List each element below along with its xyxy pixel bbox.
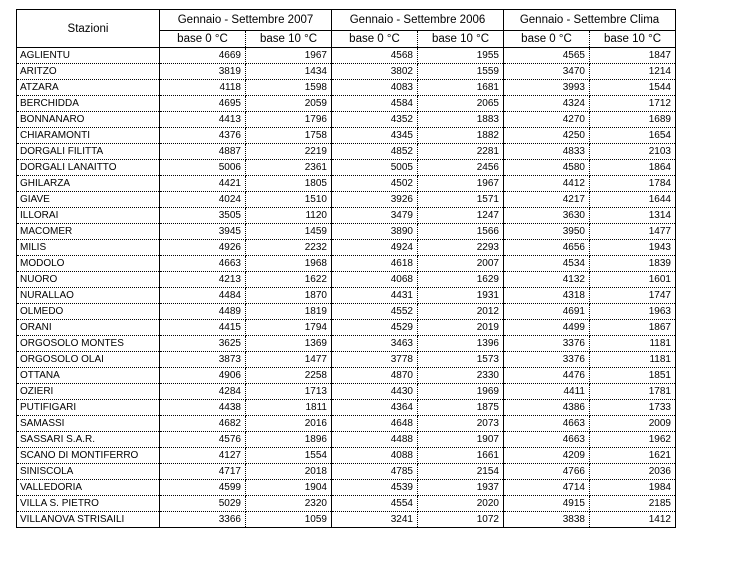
table-row	[17, 272, 676, 288]
value-2007-base10: 1896	[246, 432, 332, 448]
table-row	[17, 400, 676, 416]
value-2007-base0: 4906	[160, 368, 246, 384]
value-clima-base10: 1412	[648, 514, 671, 525]
station-name: OTTANA	[17, 368, 160, 384]
value-2007-base0: 4118	[160, 80, 246, 96]
value-clima-base10: 1181	[590, 352, 676, 368]
value-clima-base10: 1477	[590, 224, 676, 240]
value-2006-base0: 3890	[332, 224, 418, 240]
value-2007-base10: 1554	[246, 448, 332, 464]
value-clima-base0: 4766	[504, 464, 590, 480]
value-2007-base0: 4421	[160, 176, 246, 192]
table-row	[17, 320, 676, 336]
value-clima-base0: 4132	[504, 272, 590, 288]
table-row	[17, 256, 676, 272]
value-2006-base10: 1072	[418, 512, 504, 528]
station-name: OZIERI	[17, 384, 160, 400]
value-clima-base10: 1654	[590, 128, 676, 144]
value-2006-base10: 1681	[418, 80, 504, 96]
table-row	[17, 512, 676, 528]
value-clima-base0: 4324	[504, 96, 590, 112]
table-row	[17, 416, 676, 432]
value-2007-base0: 4127	[160, 448, 246, 464]
value-clima-base0: 4499	[504, 320, 590, 336]
station-name: ATZARA	[17, 80, 160, 96]
subheader-2006-base10: base 10 °C	[418, 31, 504, 48]
table-row	[17, 208, 676, 224]
value-2007-base10: 2219	[246, 144, 332, 160]
value-2006-base0: 4529	[332, 320, 418, 336]
station-column-header: Stazioni	[17, 10, 160, 48]
table-row	[17, 448, 676, 464]
value-2006-base0: 4924	[332, 240, 418, 256]
value-clima-base0: 4318	[504, 288, 590, 304]
value-2006-base10: 2456	[418, 160, 504, 176]
value-2007-base0: 4576	[160, 432, 246, 448]
value-2007-base10: 1870	[246, 288, 332, 304]
value-2007-base10: 1794	[246, 320, 332, 336]
subheader-2006-base0: base 0 °C	[332, 31, 418, 48]
table-row	[17, 192, 676, 208]
station-name: AGLIENTU	[17, 48, 160, 64]
value-2006-base10: 1907	[418, 432, 504, 448]
table-row	[17, 384, 676, 400]
table-row	[17, 304, 676, 320]
value-2007-base0: 4413	[160, 112, 246, 128]
value-clima-base10: 1733	[590, 400, 676, 416]
value-clima-base10: 2185	[590, 496, 676, 512]
value-2007-base0: 4695	[160, 96, 246, 112]
value-clima-base0: 3376	[504, 336, 590, 352]
value-2007-base0: 4284	[160, 384, 246, 400]
value-2006-base10: 1247	[418, 208, 504, 224]
table-row	[17, 96, 676, 112]
value-clima-base0: 3470	[504, 64, 590, 80]
value-clima-base0: 3993	[504, 80, 590, 96]
value-clima-base0: 3838	[504, 512, 590, 528]
value-2007-base10: 2320	[246, 496, 332, 512]
station-name: NUORO	[17, 272, 160, 288]
station-name: NURALLAO	[17, 288, 160, 304]
table-row	[17, 128, 676, 144]
value-2007-base0: 4663	[160, 256, 246, 272]
value-2007-base10: 2361	[246, 160, 332, 176]
value-clima-base10: 1839	[590, 256, 676, 272]
value-2006-base0: 4852	[332, 144, 418, 160]
value-clima-base10: 1181	[590, 336, 676, 352]
value-2006-base10: 1937	[418, 480, 504, 496]
value-2006-base0: 3926	[332, 192, 418, 208]
station-name: ILLORAI	[17, 208, 160, 224]
value-2006-base10: 1559	[418, 64, 504, 80]
value-clima-base0: 4412	[504, 176, 590, 192]
value-clima-base0: 3630	[504, 208, 590, 224]
value-clima-base10: 1621	[590, 448, 676, 464]
table-row	[17, 224, 676, 240]
table-row	[17, 64, 676, 80]
table-body	[17, 48, 676, 528]
value-2006-base0: 4552	[332, 304, 418, 320]
table-row	[17, 80, 676, 96]
value-2006-base0: 4431	[332, 288, 418, 304]
value-clima-base0: 4714	[504, 480, 590, 496]
value-2007-base10: 2232	[246, 240, 332, 256]
group-header-2007: Gennaio - Settembre 2007	[160, 10, 332, 31]
value-2006-base0: 4618	[332, 256, 418, 272]
value-2007-base0: 4376	[160, 128, 246, 144]
value-clima-base10: 1644	[590, 192, 676, 208]
value-2006-base10: 1571	[418, 192, 504, 208]
value-clima-base10: 1689	[590, 112, 676, 128]
value-2006-base0: 3802	[332, 64, 418, 80]
value-2006-base10: 1883	[418, 112, 504, 128]
value-2006-base10: 2019	[418, 320, 504, 336]
value-clima-base0: 4270	[504, 112, 590, 128]
value-clima-base0: 4565	[504, 48, 590, 64]
value-2006-base10: 1882	[418, 128, 504, 144]
station-name: SASSARI S.A.R.	[17, 432, 160, 448]
station-name: GHILARZA	[17, 176, 160, 192]
value-2007-base0: 4415	[160, 320, 246, 336]
value-clima-base0: 3950	[504, 224, 590, 240]
value-2007-base10: 1967	[246, 48, 332, 64]
value-clima-base0: 3376	[504, 352, 590, 368]
table-row	[17, 176, 676, 192]
value-2007-base0: 5006	[160, 160, 246, 176]
value-2006-base10: 1661	[418, 448, 504, 464]
value-2006-base10: 2293	[418, 240, 504, 256]
value-2007-base0: 3819	[160, 64, 246, 80]
value-2006-base0: 4430	[332, 384, 418, 400]
station-name: ORGOSOLO MONTES	[17, 336, 160, 352]
value-clima-base10: 1781	[590, 384, 676, 400]
value-2006-base0: 4502	[332, 176, 418, 192]
value-2007-base0: 5029	[160, 496, 246, 512]
value-clima-base10: 1747	[590, 288, 676, 304]
station-name: ARITZO	[17, 64, 160, 80]
value-2006-base10: 1573	[418, 352, 504, 368]
table-row	[17, 368, 676, 384]
value-clima-base0: 4250	[504, 128, 590, 144]
value-2007-base10: 2016	[246, 416, 332, 432]
value-clima-base10: 1214	[590, 64, 676, 80]
value-2006-base0: 4068	[332, 272, 418, 288]
subheader-2007-base10: base 10 °C	[246, 31, 332, 48]
value-2007-base0: 4717	[160, 464, 246, 480]
station-name: VILLA S. PIETRO	[17, 496, 160, 512]
value-2006-base0: 4488	[332, 432, 418, 448]
value-2006-base0: 4345	[332, 128, 418, 144]
value-2006-base10: 2281	[418, 144, 504, 160]
value-2006-base10: 1955	[418, 48, 504, 64]
value-2007-base10: 2018	[246, 464, 332, 480]
value-2006-base0: 4539	[332, 480, 418, 496]
table-row	[17, 240, 676, 256]
value-2006-base0: 3241	[332, 512, 418, 528]
value-2006-base10: 2154	[418, 464, 504, 480]
subheader-2007-base0: base 0 °C	[160, 31, 246, 48]
station-name: VALLEDORIA	[17, 480, 160, 496]
value-clima-base0: 4663	[504, 432, 590, 448]
value-2006-base0: 4568	[332, 48, 418, 64]
value-2007-base10: 1796	[246, 112, 332, 128]
value-2007-base0: 4489	[160, 304, 246, 320]
value-2007-base10: 1477	[246, 352, 332, 368]
value-2007-base0: 3625	[160, 336, 246, 352]
value-2007-base10: 1968	[246, 256, 332, 272]
value-clima-base10: 1867	[590, 320, 676, 336]
table-row	[17, 464, 676, 480]
value-clima-base0: 4217	[504, 192, 590, 208]
value-2007-base0: 3873	[160, 352, 246, 368]
subheader-clima-base0: base 0 °C	[504, 31, 590, 48]
station-name: SINISCOLA	[17, 464, 160, 480]
value-2006-base0: 4352	[332, 112, 418, 128]
value-2006-base0: 3479	[332, 208, 418, 224]
station-name: PUTIFIGARI	[17, 400, 160, 416]
value-2007-base0: 4887	[160, 144, 246, 160]
value-2006-base10: 2330	[418, 368, 504, 384]
subheader-clima-base10: base 10 °C	[590, 31, 676, 48]
value-clima-base10: 1784	[590, 176, 676, 192]
station-name: DORGALI FILITTA	[17, 144, 160, 160]
value-clima-base10: 1851	[590, 368, 676, 384]
value-2006-base0: 5005	[332, 160, 418, 176]
value-2007-base10: 1510	[246, 192, 332, 208]
value-2006-base10: 1396	[418, 336, 504, 352]
value-2007-base10: 2258	[246, 368, 332, 384]
value-2007-base0: 4484	[160, 288, 246, 304]
value-2007-base10: 1598	[246, 80, 332, 96]
value-2007-base10: 1904	[246, 480, 332, 496]
table-row	[17, 336, 676, 352]
value-2007-base10: 1819	[246, 304, 332, 320]
value-2007-base0: 3505	[160, 208, 246, 224]
value-2007-base10: 1434	[246, 64, 332, 80]
value-2006-base0: 4785	[332, 464, 418, 480]
station-name: SCANO DI MONTIFERRO	[17, 448, 160, 464]
value-2007-base0: 4926	[160, 240, 246, 256]
value-2007-base0: 3366	[160, 512, 246, 528]
table-row	[17, 48, 676, 64]
station-name: DORGALI LANAITTO	[17, 160, 160, 176]
station-name: CHIARAMONTI	[17, 128, 160, 144]
value-2006-base0: 4870	[332, 368, 418, 384]
table-row	[17, 144, 676, 160]
value-clima-base10: 2103	[590, 144, 676, 160]
station-name: ORGOSOLO OLAI	[17, 352, 160, 368]
value-2006-base10: 1931	[418, 288, 504, 304]
value-2006-base10: 2007	[418, 256, 504, 272]
table-row	[17, 352, 676, 368]
value-clima-base0: 4833	[504, 144, 590, 160]
value-2006-base0: 3778	[332, 352, 418, 368]
value-2006-base10: 2065	[418, 96, 504, 112]
value-2006-base10: 2020	[418, 496, 504, 512]
station-name: OLMEDO	[17, 304, 160, 320]
value-2007-base10: 1713	[246, 384, 332, 400]
station-name: VILLANOVA STRISAILI	[17, 512, 160, 528]
value-2007-base0: 4599	[160, 480, 246, 496]
value-2007-base0: 3945	[160, 224, 246, 240]
value-2007-base0: 4669	[160, 48, 246, 64]
value-clima-base10: 1962	[590, 432, 676, 448]
value-clima-base0: 4663	[504, 416, 590, 432]
value-2007-base0: 4024	[160, 192, 246, 208]
header-row-groups	[17, 10, 676, 31]
value-clima-base10: 2009	[590, 416, 676, 432]
table-row	[17, 288, 676, 304]
station-name: MACOMER	[17, 224, 160, 240]
value-2007-base10: 1459	[246, 224, 332, 240]
value-2006-base10: 1875	[418, 400, 504, 416]
value-2006-base0: 3463	[332, 336, 418, 352]
value-2007-base10: 1369	[246, 336, 332, 352]
value-2006-base0: 4584	[332, 96, 418, 112]
value-clima-base0: 4534	[504, 256, 590, 272]
value-clima-base0: 4411	[504, 384, 590, 400]
value-clima-base10: 1544	[590, 80, 676, 96]
value-2006-base0: 4554	[332, 496, 418, 512]
value-2006-base10: 2073	[418, 416, 504, 432]
value-clima-base10: 1943	[590, 240, 676, 256]
value-clima-base0: 4915	[504, 496, 590, 512]
station-name: SAMASSI	[17, 416, 160, 432]
value-clima-base10: 1847	[590, 48, 676, 64]
table-row	[17, 112, 676, 128]
value-clima-base0: 4691	[504, 304, 590, 320]
station-name: BERCHIDDA	[17, 96, 160, 112]
station-name: BONNANARO	[17, 112, 160, 128]
station-name: MILIS	[17, 240, 160, 256]
table-row	[17, 432, 676, 448]
value-2007-base10: 1805	[246, 176, 332, 192]
value-2007-base0: 4438	[160, 400, 246, 416]
value-2006-base0: 4088	[332, 448, 418, 464]
value-clima-base0: 4209	[504, 448, 590, 464]
degree-days-table	[16, 9, 676, 528]
value-2007-base0: 4213	[160, 272, 246, 288]
value-2006-base10: 2012	[418, 304, 504, 320]
value-2006-base0: 4364	[332, 400, 418, 416]
value-2006-base10: 1969	[418, 384, 504, 400]
value-2006-base10: 1566	[418, 224, 504, 240]
value-clima-base10: 1864	[590, 160, 676, 176]
value-2006-base10: 1967	[418, 176, 504, 192]
value-2007-base0: 4682	[160, 416, 246, 432]
value-clima-base0: 4386	[504, 400, 590, 416]
station-name: ORANI	[17, 320, 160, 336]
value-clima-base10: 2036	[590, 464, 676, 480]
group-header-2006: Gennaio - Settembre 2006	[332, 10, 504, 31]
value-2007-base10: 1059	[246, 512, 332, 528]
station-name: MODOLO	[17, 256, 160, 272]
value-2006-base0: 4083	[332, 80, 418, 96]
value-clima-base0: 4580	[504, 160, 590, 176]
value-2006-base10: 1629	[418, 272, 504, 288]
value-2007-base10: 1120	[246, 208, 332, 224]
table-row	[17, 480, 676, 496]
group-header-clima: Gennaio - Settembre Clima	[504, 10, 676, 31]
value-2006-base0: 4648	[332, 416, 418, 432]
table-row	[17, 496, 676, 512]
value-clima-base10: 1984	[590, 480, 676, 496]
value-clima-base10: 1712	[590, 96, 676, 112]
value-2007-base10: 1758	[246, 128, 332, 144]
value-clima-base10: 1963	[590, 304, 676, 320]
value-clima-base10: 1601	[590, 272, 676, 288]
value-2007-base10: 2059	[246, 96, 332, 112]
value-clima-base0: 4476	[504, 368, 590, 384]
table-row	[17, 160, 676, 176]
station-name: GIAVE	[17, 192, 160, 208]
value-2007-base10: 1811	[246, 400, 332, 416]
value-clima-base0: 4656	[504, 240, 590, 256]
value-2007-base10: 1622	[246, 272, 332, 288]
value-clima-base10: 1314	[590, 208, 676, 224]
